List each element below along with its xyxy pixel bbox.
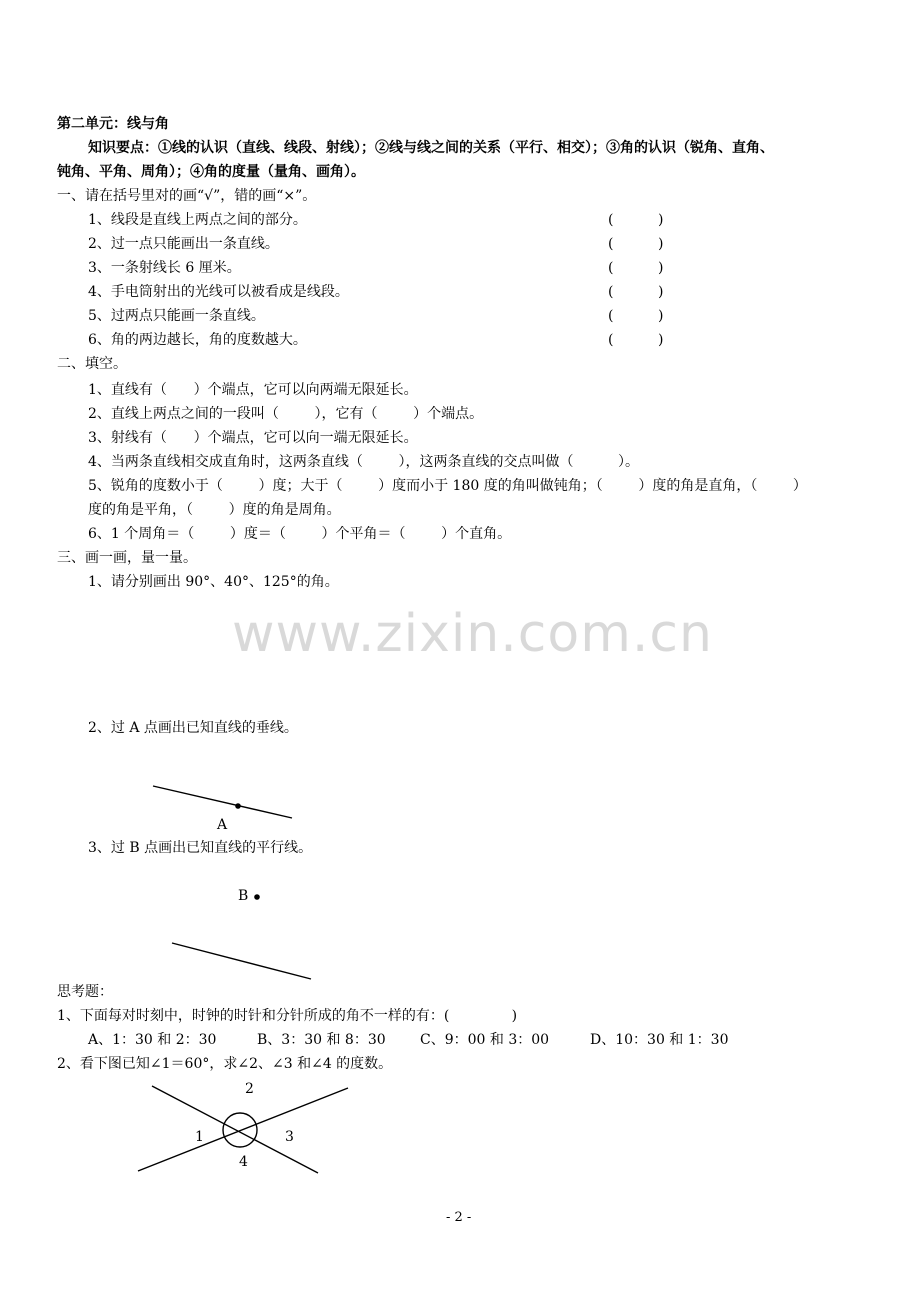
section3-heading: 三、画一画，量一量。 bbox=[57, 550, 197, 566]
answer-paren-3: ( ) bbox=[608, 260, 664, 276]
page-number: - 2 - bbox=[446, 1210, 472, 1225]
section2-item-5: 5、锐角的度数小于（ ）度；大于（ ）度而小于 180 度的角叫做钝角；（ ）度的角是直角，（ ） bbox=[88, 478, 807, 494]
thinking-q1: 1、下面每对时刻中，时钟的时针和分针所成的角不一样的有：( ) bbox=[57, 1008, 518, 1024]
section1-heading: 一、请在括号里对的画“√”，错的画“×”。 bbox=[57, 188, 317, 204]
section1-item-5: 5、过两点只能画一条直线。 bbox=[88, 308, 265, 324]
section2-item-3: 3、射线有（ ）个端点，它可以向一端无限延长。 bbox=[88, 430, 418, 446]
point-b bbox=[254, 894, 260, 900]
section3-q1: 1、请分别画出 90°、40°、125°的角。 bbox=[88, 574, 339, 590]
key-points-line1: 知识要点：①线的认识（直线、线段、射线）；②线与线之间的关系（平行、相交）；③角的认识（锐角、直角、 bbox=[88, 140, 774, 156]
section2-item-5-cont: 度的角是平角，（ ）度的角是周角。 bbox=[88, 502, 341, 518]
section1-item-1: 1、线段是直线上两点之间的部分。 bbox=[88, 212, 307, 228]
unit-title: 第二单元：线与角 bbox=[57, 116, 169, 132]
section2-item-2: 2、直线上两点之间的一段叫（ ），它有（ ）个端点。 bbox=[88, 406, 484, 422]
answer-paren-4: ( ) bbox=[608, 284, 664, 300]
section1-item-4: 4、手电筒射出的光线可以被看成是线段。 bbox=[88, 284, 349, 300]
option-b: B、3：30 和 8：30 bbox=[257, 1032, 386, 1048]
section2-item-4: 4、当两条直线相交成直角时，这两条直线（ ），这两条直线的交点叫做（ ）。 bbox=[88, 454, 640, 470]
watermark: www.zixin.com.cn bbox=[232, 604, 713, 664]
thinking-q2: 2、看下图已知∠1＝60°，求∠2、∠3 和∠4 的度数。 bbox=[57, 1056, 393, 1072]
key-points-line2: 钝角、平角、周角）；④角的度量（量角、画角）。 bbox=[57, 164, 365, 180]
point-a bbox=[235, 803, 241, 809]
section1-item-6: 6、角的两边越长，角的度数越大。 bbox=[88, 332, 307, 348]
section1-item-3: 3、一条射线长 6 厘米。 bbox=[88, 260, 241, 276]
section3-q3: 3、过 B 点画出已知直线的平行线。 bbox=[88, 840, 313, 856]
angle-label-3: 3 bbox=[285, 1129, 294, 1145]
label-a: A bbox=[217, 817, 228, 833]
section2-item-6: 6、1 个周角＝（ ）度＝（ ）个平角＝（ ）个直角。 bbox=[88, 526, 512, 542]
angle-label-1: 1 bbox=[195, 1129, 204, 1145]
thinking-heading: 思考题： bbox=[57, 984, 113, 1000]
answer-paren-5: ( ) bbox=[608, 308, 664, 324]
angle-label-4: 4 bbox=[239, 1154, 248, 1170]
angle-label-2: 2 bbox=[245, 1081, 254, 1097]
section3-q2: 2、过 A 点画出已知直线的垂线。 bbox=[88, 720, 298, 736]
option-c: C、9：00 和 3：00 bbox=[420, 1032, 550, 1048]
section1-item-2: 2、过一点只能画出一条直线。 bbox=[88, 236, 279, 252]
option-a: A、1：30 和 2：30 bbox=[88, 1032, 217, 1048]
section2-heading: 二、填空。 bbox=[57, 356, 127, 372]
section2-item-1: 1、直线有（ ）个端点，它可以向两端无限延长。 bbox=[88, 382, 418, 398]
answer-paren-1: ( ) bbox=[608, 212, 664, 228]
label-b: B bbox=[238, 888, 249, 904]
option-d: D、10：30 和 1：30 bbox=[590, 1032, 729, 1048]
given-line-a bbox=[153, 786, 292, 818]
answer-paren-2: ( ) bbox=[608, 236, 664, 252]
answer-paren-6: ( ) bbox=[608, 332, 664, 348]
given-line-b bbox=[172, 943, 311, 979]
